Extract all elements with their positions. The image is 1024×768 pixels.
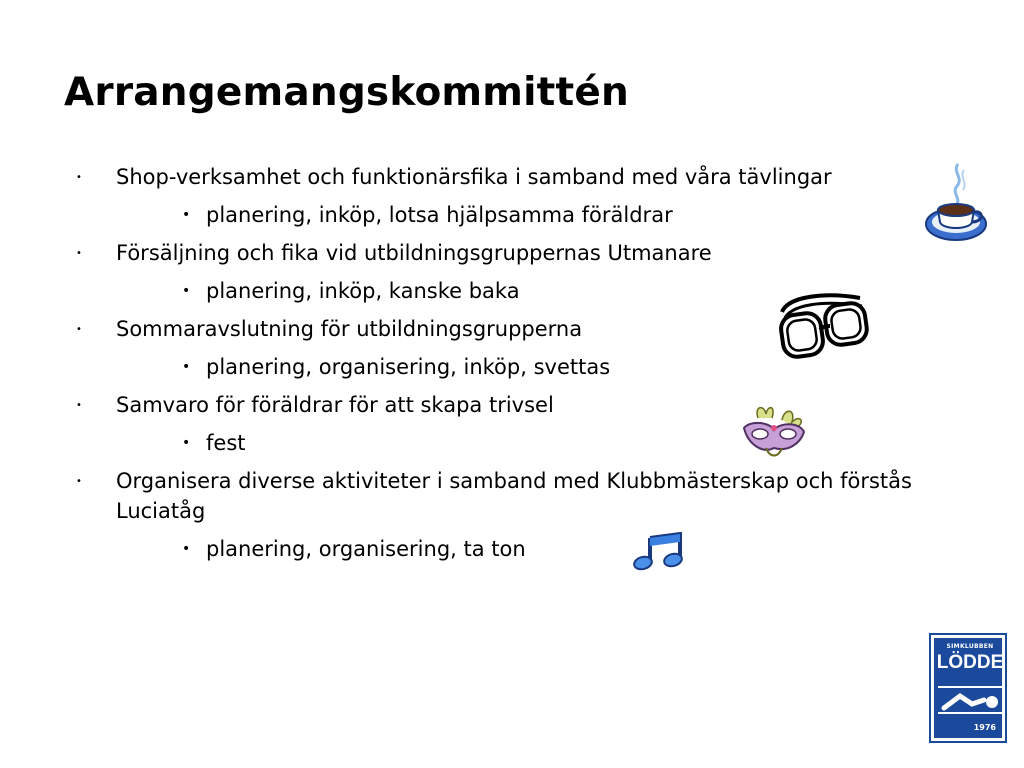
bullet-text: Samvaro för föräldrar för att skapa trivsel xyxy=(116,393,554,417)
music-note-icon xyxy=(632,532,686,572)
swimmer-icon xyxy=(938,686,1002,716)
bullet-text: planering, inköp, lotsa hjälpsamma föräldrar xyxy=(206,203,673,227)
bullet-text: planering, inköp, kanske baka xyxy=(206,279,520,303)
bullet-dot: • xyxy=(182,359,191,375)
sub-bullet-item xyxy=(0,534,936,564)
swim-goggles-icon xyxy=(776,290,870,364)
logo-name: LÖDDE xyxy=(936,652,1004,673)
bullet-item xyxy=(0,466,936,526)
bullet-dot: • xyxy=(76,476,82,487)
slide-title: Arrangemangskommittén xyxy=(64,70,629,115)
bullet-dot: • xyxy=(76,248,82,259)
bullet-item xyxy=(0,238,936,268)
bullet-text: Organisera diverse aktiviteter i samband med Klubbmästerskap och förstås Luciatåg xyxy=(116,469,912,523)
bullet-list xyxy=(0,162,1024,572)
bullet-dot: • xyxy=(182,435,191,451)
club-logo xyxy=(929,633,1007,743)
bullet-item xyxy=(0,162,936,192)
logo-background xyxy=(934,638,1002,738)
bullet-text: fest xyxy=(206,431,246,455)
bullet-dot: • xyxy=(76,324,82,335)
bullet-text: Sommaravslutning för utbildningsgrupperna xyxy=(116,317,583,341)
bullet-text: Försäljning och fika vid utbildningsgruppernas Utmanare xyxy=(116,241,712,265)
bullet-text: planering, organisering, ta ton xyxy=(206,537,526,561)
coffee-cup-icon xyxy=(924,160,988,244)
bullet-dot: • xyxy=(76,172,82,183)
bullet-dot: • xyxy=(76,400,82,411)
logo-year: 1976 xyxy=(973,723,996,732)
bullet-text: planering, organisering, inköp, svettas xyxy=(206,355,611,379)
carnival-mask-icon xyxy=(740,402,808,462)
bullet-dot: • xyxy=(182,283,191,299)
bullet-dot: • xyxy=(182,541,191,557)
logo-small-text: SIMKLUBBEN xyxy=(946,643,994,650)
bullet-dot: • xyxy=(182,207,191,223)
sub-bullet-item xyxy=(0,200,936,230)
bullet-text: Shop-verksamhet och funktionärsfika i samband med våra tävlingar xyxy=(116,165,832,189)
